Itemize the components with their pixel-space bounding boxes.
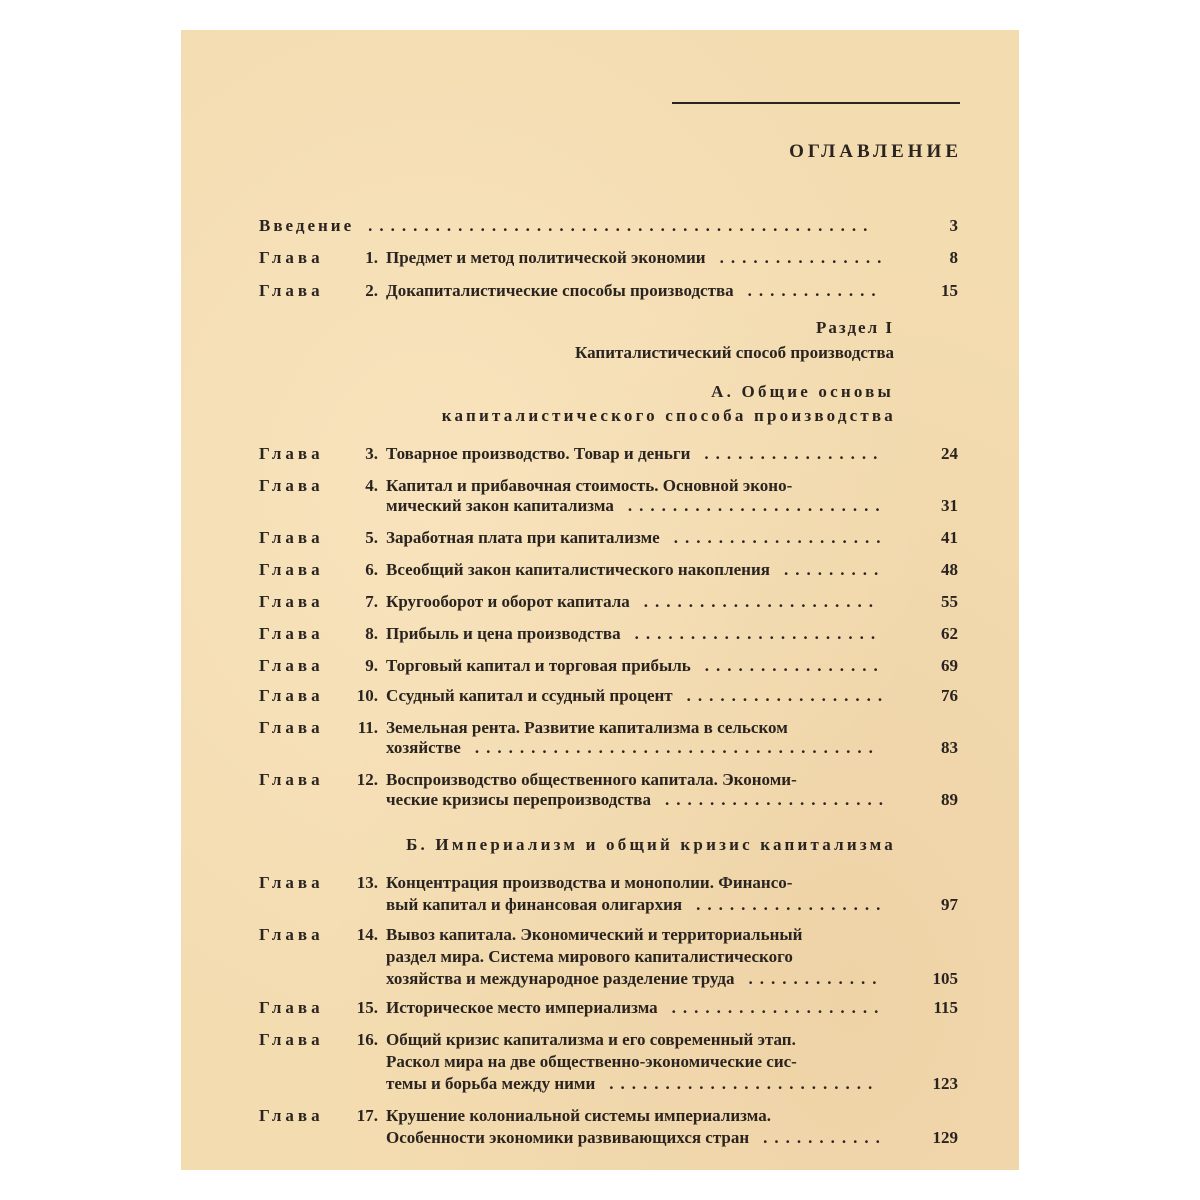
chapter-label: Глава	[259, 718, 324, 737]
chapter-leader-dots: .................	[696, 895, 888, 914]
chapter-number: 12.	[356, 770, 378, 789]
chapter-leader-dots: ................	[704, 444, 885, 463]
top-rule	[672, 102, 960, 104]
part-a-heading: А. Общие основы	[711, 382, 894, 401]
chapter-number: 17.	[356, 1106, 378, 1125]
chapter-page: 48	[941, 560, 958, 579]
chapter-label: Глава	[259, 560, 324, 579]
chapter-leader-dots: ................	[704, 656, 885, 675]
chapter-leader-dots: ............	[747, 281, 883, 300]
chapter-page: 115	[933, 998, 958, 1017]
chapter-label: Глава	[259, 925, 324, 944]
chapter-leader-dots: ...................	[671, 998, 886, 1017]
chapter-number: 6.	[365, 560, 378, 579]
intro-label: Введение	[259, 216, 355, 235]
chapter-label: Глава	[259, 770, 324, 789]
chapter-title-line: темы и борьба между ними	[386, 1074, 596, 1093]
chapter-label: Глава	[259, 528, 324, 547]
chapter-label: Глава	[259, 1030, 324, 1049]
chapter-title-line: Концентрация производства и монополии. Финансо-	[386, 873, 793, 892]
chapter-number: 14.	[356, 925, 378, 944]
chapter-page: 76	[941, 686, 958, 705]
chapter-title-line: Раскол мира на две общественно-экономические сис-	[386, 1052, 797, 1071]
chapter-page: 105	[932, 969, 958, 988]
chapter-label: Глава	[259, 873, 324, 892]
section-title: Раздел I	[816, 318, 894, 337]
chapter-label: Глава	[259, 998, 324, 1017]
chapter-page: 123	[932, 1074, 958, 1093]
chapter-number: 4.	[365, 476, 378, 495]
chapter-title-line: Прибыль и цена производства	[386, 624, 621, 643]
chapter-page: 24	[941, 444, 958, 463]
chapter-title-line: Всеобщий закон капиталистического накопления	[386, 560, 770, 579]
section-subtitle: Капиталистический способ производства	[575, 343, 894, 362]
chapter-title-line: Воспроизводство общественного капитала. Экономи-	[386, 770, 797, 789]
chapter-label: Глава	[259, 476, 324, 495]
chapter-page: 8	[949, 248, 958, 267]
intro-page: 3	[949, 216, 958, 235]
chapter-number: 16.	[356, 1030, 378, 1049]
chapter-number: 13.	[356, 873, 378, 892]
chapter-leader-dots: .....................	[643, 592, 881, 611]
part-b-heading: Б. Империализм и общий кризис капитализма	[406, 835, 896, 854]
chapter-leader-dots: ...........	[763, 1128, 887, 1147]
chapter-label: Глава	[259, 444, 324, 463]
chapter-number: 10.	[356, 686, 378, 705]
chapter-title-line: Вывоз капитала. Экономический и территориальный	[386, 925, 803, 944]
chapter-page: 15	[941, 281, 958, 300]
chapter-page: 41	[941, 528, 958, 547]
chapter-leader-dots: ....................................	[474, 738, 880, 757]
chapter-leader-dots: .........	[783, 560, 886, 579]
chapter-number: 8.	[365, 624, 378, 643]
chapter-title-line: Особенности экономики развивающихся стран	[386, 1128, 750, 1147]
chapter-title-line: Ссудный капитал и ссудный процент	[386, 686, 673, 705]
chapter-title-line: Докапиталистические способы производства	[386, 281, 734, 300]
toc-title: ОГЛАВЛЕНИЕ	[789, 141, 962, 162]
chapter-title-line: Капитал и прибавочная стоимость. Основной эконо-	[386, 476, 793, 495]
chapter-number: 5.	[365, 528, 378, 547]
chapter-leader-dots: .......................	[627, 496, 887, 515]
chapter-label: Глава	[259, 686, 324, 705]
chapter-label: Глава	[259, 624, 324, 643]
chapter-leader-dots: ........................	[609, 1074, 880, 1093]
chapter-number: 9.	[365, 656, 378, 675]
chapter-page: 62	[941, 624, 958, 643]
chapter-page: 97	[941, 895, 958, 914]
chapter-title-line: вый капитал и финансовая олигархия	[386, 895, 683, 914]
chapter-number: 3.	[365, 444, 378, 463]
chapter-leader-dots: ...............	[719, 248, 889, 267]
chapter-page: 31	[941, 496, 958, 515]
chapter-title-line: хозяйства и международное разделение труда	[386, 969, 735, 988]
chapter-leader-dots: ......................	[634, 624, 883, 643]
chapter-title-line: Товарное производство. Товар и деньги	[386, 444, 691, 463]
chapter-label: Глава	[259, 592, 324, 611]
chapter-number: 15.	[356, 998, 378, 1017]
chapter-title-line: Заработная плата при капитализме	[386, 528, 660, 547]
chapter-title-line: Кругооборот и оборот капитала	[386, 592, 630, 611]
chapter-leader-dots: ..................	[686, 686, 890, 705]
intro-leader-dots: .............................................	[368, 216, 875, 235]
chapter-page: 89	[941, 790, 958, 809]
chapter-title-line: Торговый капитал и торговая прибыль	[386, 656, 691, 675]
chapter-page: 69	[941, 656, 958, 675]
chapter-leader-dots: ............	[748, 969, 884, 988]
chapter-number: 2.	[365, 281, 378, 300]
chapter-title-line: Историческое место империализма	[386, 998, 658, 1017]
chapter-title-line: хозяйстве	[386, 738, 461, 757]
chapter-number: 7.	[365, 592, 378, 611]
chapter-leader-dots: ....................	[664, 790, 890, 809]
chapter-leader-dots: ...................	[673, 528, 888, 547]
chapter-title-line: ческие кризисы перепроизводства	[386, 790, 651, 809]
chapter-page: 129	[932, 1128, 958, 1147]
chapter-title-line: Земельная рента. Развитие капитализма в сельском	[386, 718, 788, 737]
chapter-number: 1.	[365, 248, 378, 267]
chapter-page: 55	[941, 592, 958, 611]
chapter-title-line: Предмет и метод политической экономии	[386, 248, 706, 267]
chapter-label: Глава	[259, 1106, 324, 1125]
chapter-label: Глава	[259, 248, 324, 267]
chapter-title-line: раздел мира. Система мирового капиталистического	[386, 947, 793, 966]
chapter-title-line: Общий кризис капитализма и его современный этап.	[386, 1030, 796, 1049]
chapter-title-line: мический закон капитализма	[386, 496, 614, 515]
chapter-label: Глава	[259, 656, 324, 675]
chapter-title-line: Крушение колониальной системы империализма.	[386, 1106, 771, 1125]
chapter-page: 83	[941, 738, 958, 757]
part-a-heading-cont: капиталистического способа производства	[441, 406, 896, 425]
chapter-label: Глава	[259, 281, 324, 300]
chapter-number: 11.	[357, 718, 378, 737]
